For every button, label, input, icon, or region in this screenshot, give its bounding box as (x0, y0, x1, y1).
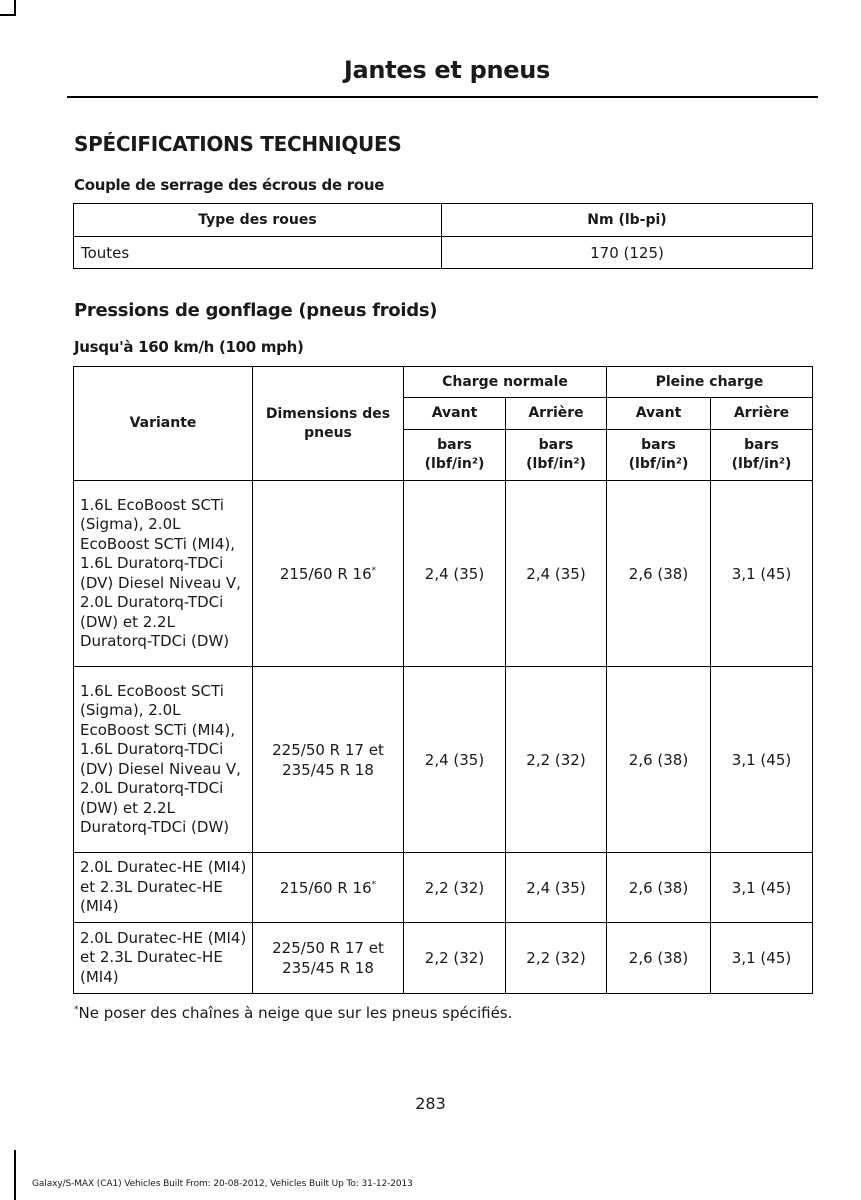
dims-text: 215/60 R 16 (279, 878, 372, 897)
pressure-cell: 2,6 (38) (607, 481, 711, 667)
pressure-cell: 2,4 (35) (404, 667, 506, 853)
column-header: bars (lbf/in²) (711, 430, 813, 481)
table-cell: 170 (125) (442, 237, 813, 269)
column-header: Charge normale (404, 367, 607, 398)
variant-cell: 1.6L EcoBoost SCTi (Sigma), 2.0L EcoBoost SCTi (MI4), 1.6L Duratorq-TDCi (DV) Diesel Niveau V, 2.0L Duratorq-TDCi (DW) et 2.2L Duratorq-TDCi (DW) (74, 481, 253, 667)
column-header: Arrière (711, 398, 813, 430)
table-row (74, 923, 813, 994)
header-rule (67, 96, 818, 98)
column-header: Nm (lb-pi) (442, 204, 813, 237)
footnote-mark: * (371, 565, 377, 576)
pressure-cell: 2,6 (38) (607, 667, 711, 853)
dims-text: 225/50 R 17 et 235/45 R 18 (272, 939, 384, 977)
table-header-row (74, 367, 813, 398)
pressure-cell: 2,2 (32) (506, 667, 607, 853)
section-title: SPÉCIFICATIONS TECHNIQUES (74, 132, 402, 156)
column-header: bars (lbf/in²) (607, 430, 711, 481)
column-header: Pleine charge (607, 367, 813, 398)
pressure-cell: 2,6 (38) (607, 853, 711, 923)
footnote-text: Ne poser des chaînes à neige que sur les pneus spécifiés. (78, 1004, 513, 1022)
page-number: 283 (415, 1094, 446, 1113)
variant-cell: 2.0L Duratec-HE (MI4) et 2.3L Duratec-HE (MI4) (74, 923, 253, 994)
variant-cell: 1.6L EcoBoost SCTi (Sigma), 2.0L EcoBoost SCTi (MI4), 1.6L Duratorq-TDCi (DV) Diesel Niveau V, 2.0L Duratorq-TDCi (DW) et 2.2L Duratorq-TDCi (DW) (74, 667, 253, 853)
pressure-cell: 3,1 (45) (711, 923, 813, 994)
pressure-cell: 2,4 (35) (404, 481, 506, 667)
crop-mark (0, 14, 16, 16)
column-header: Arrière (506, 398, 607, 430)
column-header: Avant (404, 398, 506, 430)
footnote (74, 1004, 512, 1022)
torque-table (73, 203, 813, 269)
table-header-row (74, 204, 813, 237)
pressure-cell: 2,2 (32) (506, 923, 607, 994)
pressure-cell: 2,4 (35) (506, 853, 607, 923)
table-row (74, 481, 813, 667)
header-title: Jantes et pneus (343, 56, 550, 84)
pressure-table (73, 366, 813, 994)
dims-cell (253, 923, 404, 994)
column-header: Variante (74, 367, 253, 481)
pressure-cell: 2,2 (32) (404, 923, 506, 994)
column-header: Type des roues (74, 204, 442, 237)
dims-text: 215/60 R 16 (279, 564, 372, 583)
footnote-mark: * (74, 1005, 79, 1015)
pressure-cell: 2,2 (32) (404, 853, 506, 923)
variant-cell: 2.0L Duratec-HE (MI4) et 2.3L Duratec-HE (MI4) (74, 853, 253, 923)
table-row (74, 853, 813, 923)
torque-subtitle: Couple de serrage des écrous de roue (74, 176, 385, 194)
dims-cell (253, 481, 404, 667)
pressure-cell: 3,1 (45) (711, 667, 813, 853)
crop-mark (14, 1150, 16, 1200)
column-header: bars (lbf/in²) (506, 430, 607, 481)
footnote-mark: * (371, 879, 377, 890)
pressure-cell: 3,1 (45) (711, 853, 813, 923)
pressure-cell: 2,6 (38) (607, 923, 711, 994)
speed-label: Jusqu'à 160 km/h (100 mph) (74, 338, 304, 356)
pressure-cell: 3,1 (45) (711, 481, 813, 667)
column-header: Dimensions des pneus (253, 367, 404, 481)
column-header: Avant (607, 398, 711, 430)
dims-text: 225/50 R 17 et 235/45 R 18 (272, 740, 384, 779)
crop-mark (14, 0, 16, 14)
dims-cell (253, 667, 404, 853)
dims-cell (253, 853, 404, 923)
table-row (74, 667, 813, 853)
pressure-subtitle: Pressions de gonflage (pneus froids) (74, 300, 438, 321)
table-cell: Toutes (74, 237, 442, 269)
footer-text: Galaxy/S-MAX (CA1) Vehicles Built From: 20-08-2012, Vehicles Built Up To: 31-12-2013 (32, 1179, 413, 1189)
pressure-cell: 2,4 (35) (506, 481, 607, 667)
table-row (74, 237, 813, 269)
column-header: bars (lbf/in²) (404, 430, 506, 481)
